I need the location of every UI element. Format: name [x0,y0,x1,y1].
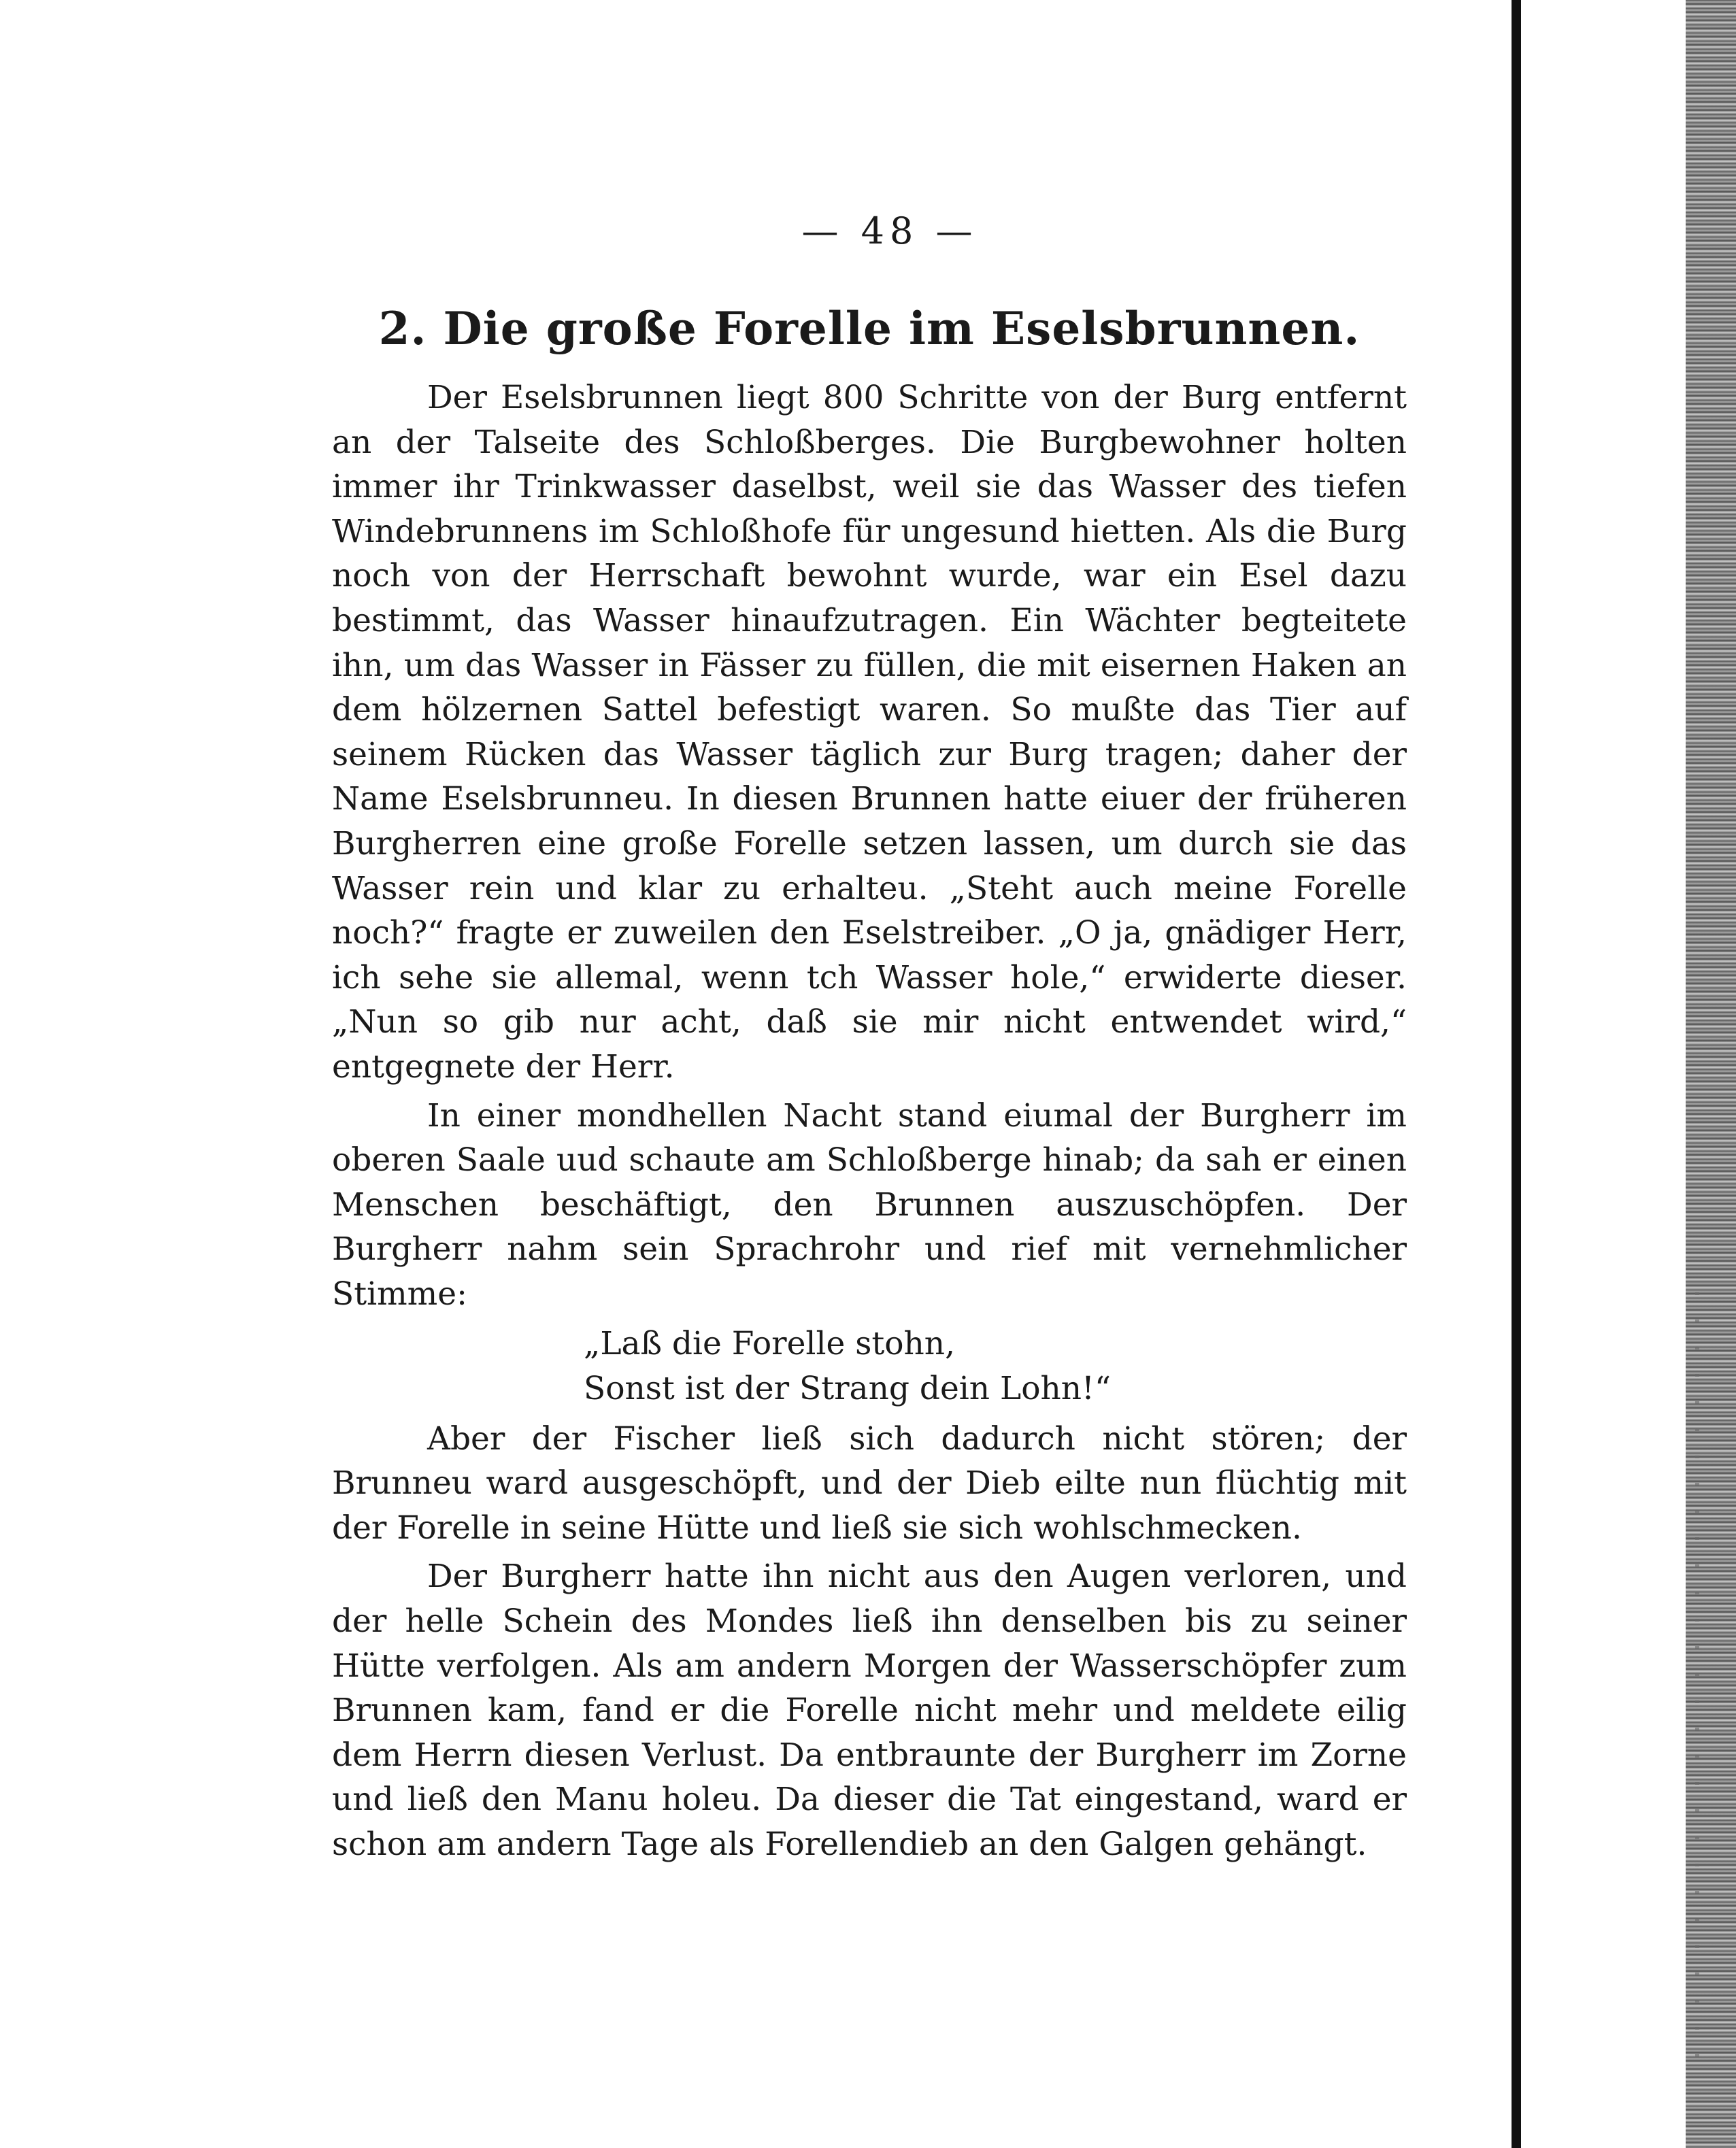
book-edge-line [1512,0,1521,2148]
paragraph-3: Aber der Fischer ließ sich dadurch nicht stören; der Brunneu ward ausgeschöpft, und der Dieb eilte nun flüchtig mit der Forelle in seine Hütte und ließ sie sich wohlschmecken. [332,1420,1407,1547]
verse [584,1322,1407,1411]
paragraph-1: Der Eselsbrunnen liegt 800 Schritte von der Burg entfernt an der Talseite des Schloßberges. Die Burgbewohner holten immer ihr Trinkwasser daselbst, weil sie das Wasser des tiefen Windebrunnens im Schloßhofe für ungesund hietten. Als die Burg noch von der Herrschaft bewohnt wurde, war ein Esel dazu bestimmt, das Wasser hinaufzutragen. Ein Wächter begteitete ihn, um das Wasser in Fässer zu füllen, die mit eisernen Haken an dem hölzernen Sattel befestigt waren. So mußte das Tier auf seinem Rücken das Wasser täglich zur Burg tragen; daher der Name Eselsbrunneu. In diesen Brunnen hatte eiuer der früheren Burgherren eine große Forelle setzen lassen, um durch sie das Wasser rein und klar zu erhalteu. „Steht auch meine Forelle noch?“ fragte er zuweilen den Eselstreiber. „O ja, gnädiger Herr, ich sehe sie allemal, wenn tch Wasser hole,“ erwiderte dieser. „Nun so gib nur acht, daß sie mir nicht entwendet wird,“ entgegnete der Herr. [332,379,1407,1086]
scan-artifact-dots [1695,1292,1699,2075]
chapter-title: 2. Die große Forelle im Eselsbrunnen. [378,302,1361,355]
verse-line-2: Sonst ist der Strang dein Lohn!“ [584,1370,1111,1408]
page-number: — 48 — [801,209,978,252]
paragraph-4: Der Burgherr hatte ihn nicht aus den Augen verloren, und der helle Schein des Mondes ließ ihn denselben bis zu seiner Hütte verfolgen. Als am andern Morgen der Wasserschöpfer zum Brunnen kam, fand er die Forelle nicht mehr und meldete eilig dem Herrn diesen Verlust. Da entbraunte der Burgherr im Zorne und ließ den Manu holeu. Da dieser die Tat eingestand, ward er schon am andern Tage als Forellendieb an den Galgen gehängt. [332,1558,1407,1863]
verse-line-1: „Laß die Forelle stohn, [584,1325,956,1363]
book-edge-band [1686,0,1736,2148]
text-block [332,204,1407,1867]
paragraph-2: In einer mondhellen Nacht stand eiumal der Burgherr im oberen Saale uud schaute am Schloßberge hinab; da sah er einen Menschen beschäftigt, den Brunnen auszuschöpfen. Der Burgherr nahm sein Sprachrohr und rief mit vernehmlicher Stimme: [332,1096,1407,1313]
